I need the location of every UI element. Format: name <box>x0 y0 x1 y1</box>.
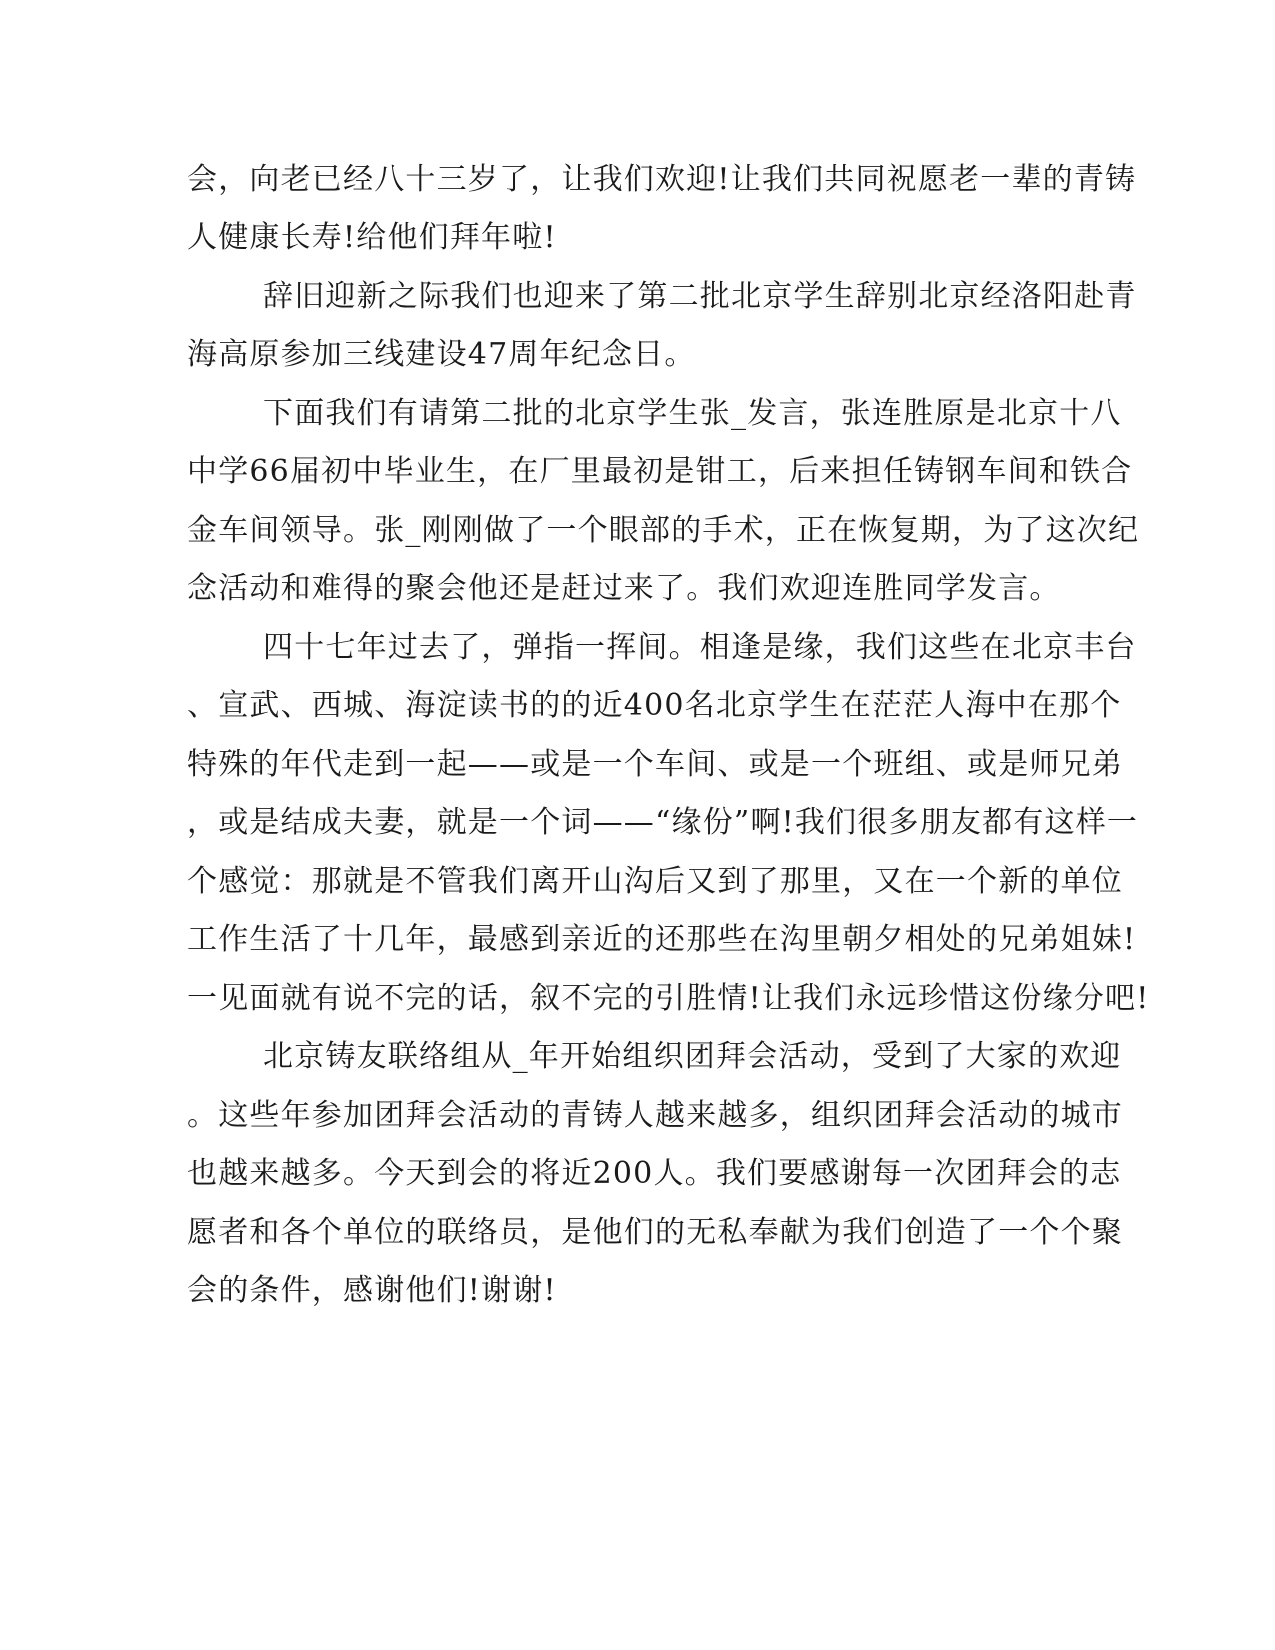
text-line: 会，向老已经八十三岁了，让我们欢迎!让我们共同祝愿老一辈的青铸 <box>187 162 1137 197</box>
text-line: 中学66届初中毕业生，在厂里最初是钳工，后来担任铸钢车间和铁合 <box>187 454 1133 489</box>
text-line: 工作生活了十几年，最感到亲近的还那些在沟里朝夕相处的兄弟姐妹! <box>187 922 1137 957</box>
text-line: 念活动和难得的聚会他还是赶过来了。我们欢迎连胜同学发言。 <box>187 571 1061 606</box>
text-line: 愿者和各个单位的联络员，是他们的无私奉献为我们创造了一个个聚 <box>187 1215 1123 1250</box>
paragraph-first-line: 北京铸友联络组从_年开始组织团拜会活动，受到了大家的欢迎 <box>263 1039 1122 1074</box>
text-line: 个感觉：那就是不管我们离开山沟后又到了那里，又在一个新的单位 <box>187 864 1123 899</box>
text-line: 、宣武、西城、海淀读书的的近400名北京学生在茫茫人海中在那个 <box>187 688 1122 723</box>
paragraph-first-line: 下面我们有请第二批的北京学生张_发言，张连胜原是北京十八 <box>263 396 1122 431</box>
text-line: 人健康长寿!给他们拜年啦! <box>187 220 557 255</box>
text-line: 。这些年参加团拜会活动的青铸人越来越多，组织团拜会活动的城市 <box>187 1098 1123 1133</box>
text-line: ，或是结成夫妻，就是一个词——“缘份”啊!我们很多朋友都有这样一 <box>187 805 1139 840</box>
text-line: 也越来越多。今天到会的将近200人。我们要感谢每一次团拜会的志 <box>187 1156 1122 1191</box>
text-line: 特殊的年代走到一起——或是一个车间、或是一个班组、或是师兄弟 <box>187 747 1123 782</box>
text-line: 一见面就有说不完的话，叙不完的引胜情!让我们永远珍惜这份缘分吧! <box>187 981 1150 1016</box>
paragraph-first-line: 辞旧迎新之际我们也迎来了第二批北京学生辞别北京经洛阳赴青 <box>263 279 1137 314</box>
text-line: 会的条件，感谢他们!谢谢! <box>187 1273 557 1308</box>
paragraph-first-line: 四十七年过去了，弹指一挥间。相逢是缘，我们这些在北京丰台 <box>263 630 1137 665</box>
text-line: 金车间领导。张_刚刚做了一个眼部的手术，正在恢复期，为了这次纪 <box>187 513 1140 548</box>
text-line: 海高原参加三线建设47周年纪念日。 <box>187 337 696 372</box>
